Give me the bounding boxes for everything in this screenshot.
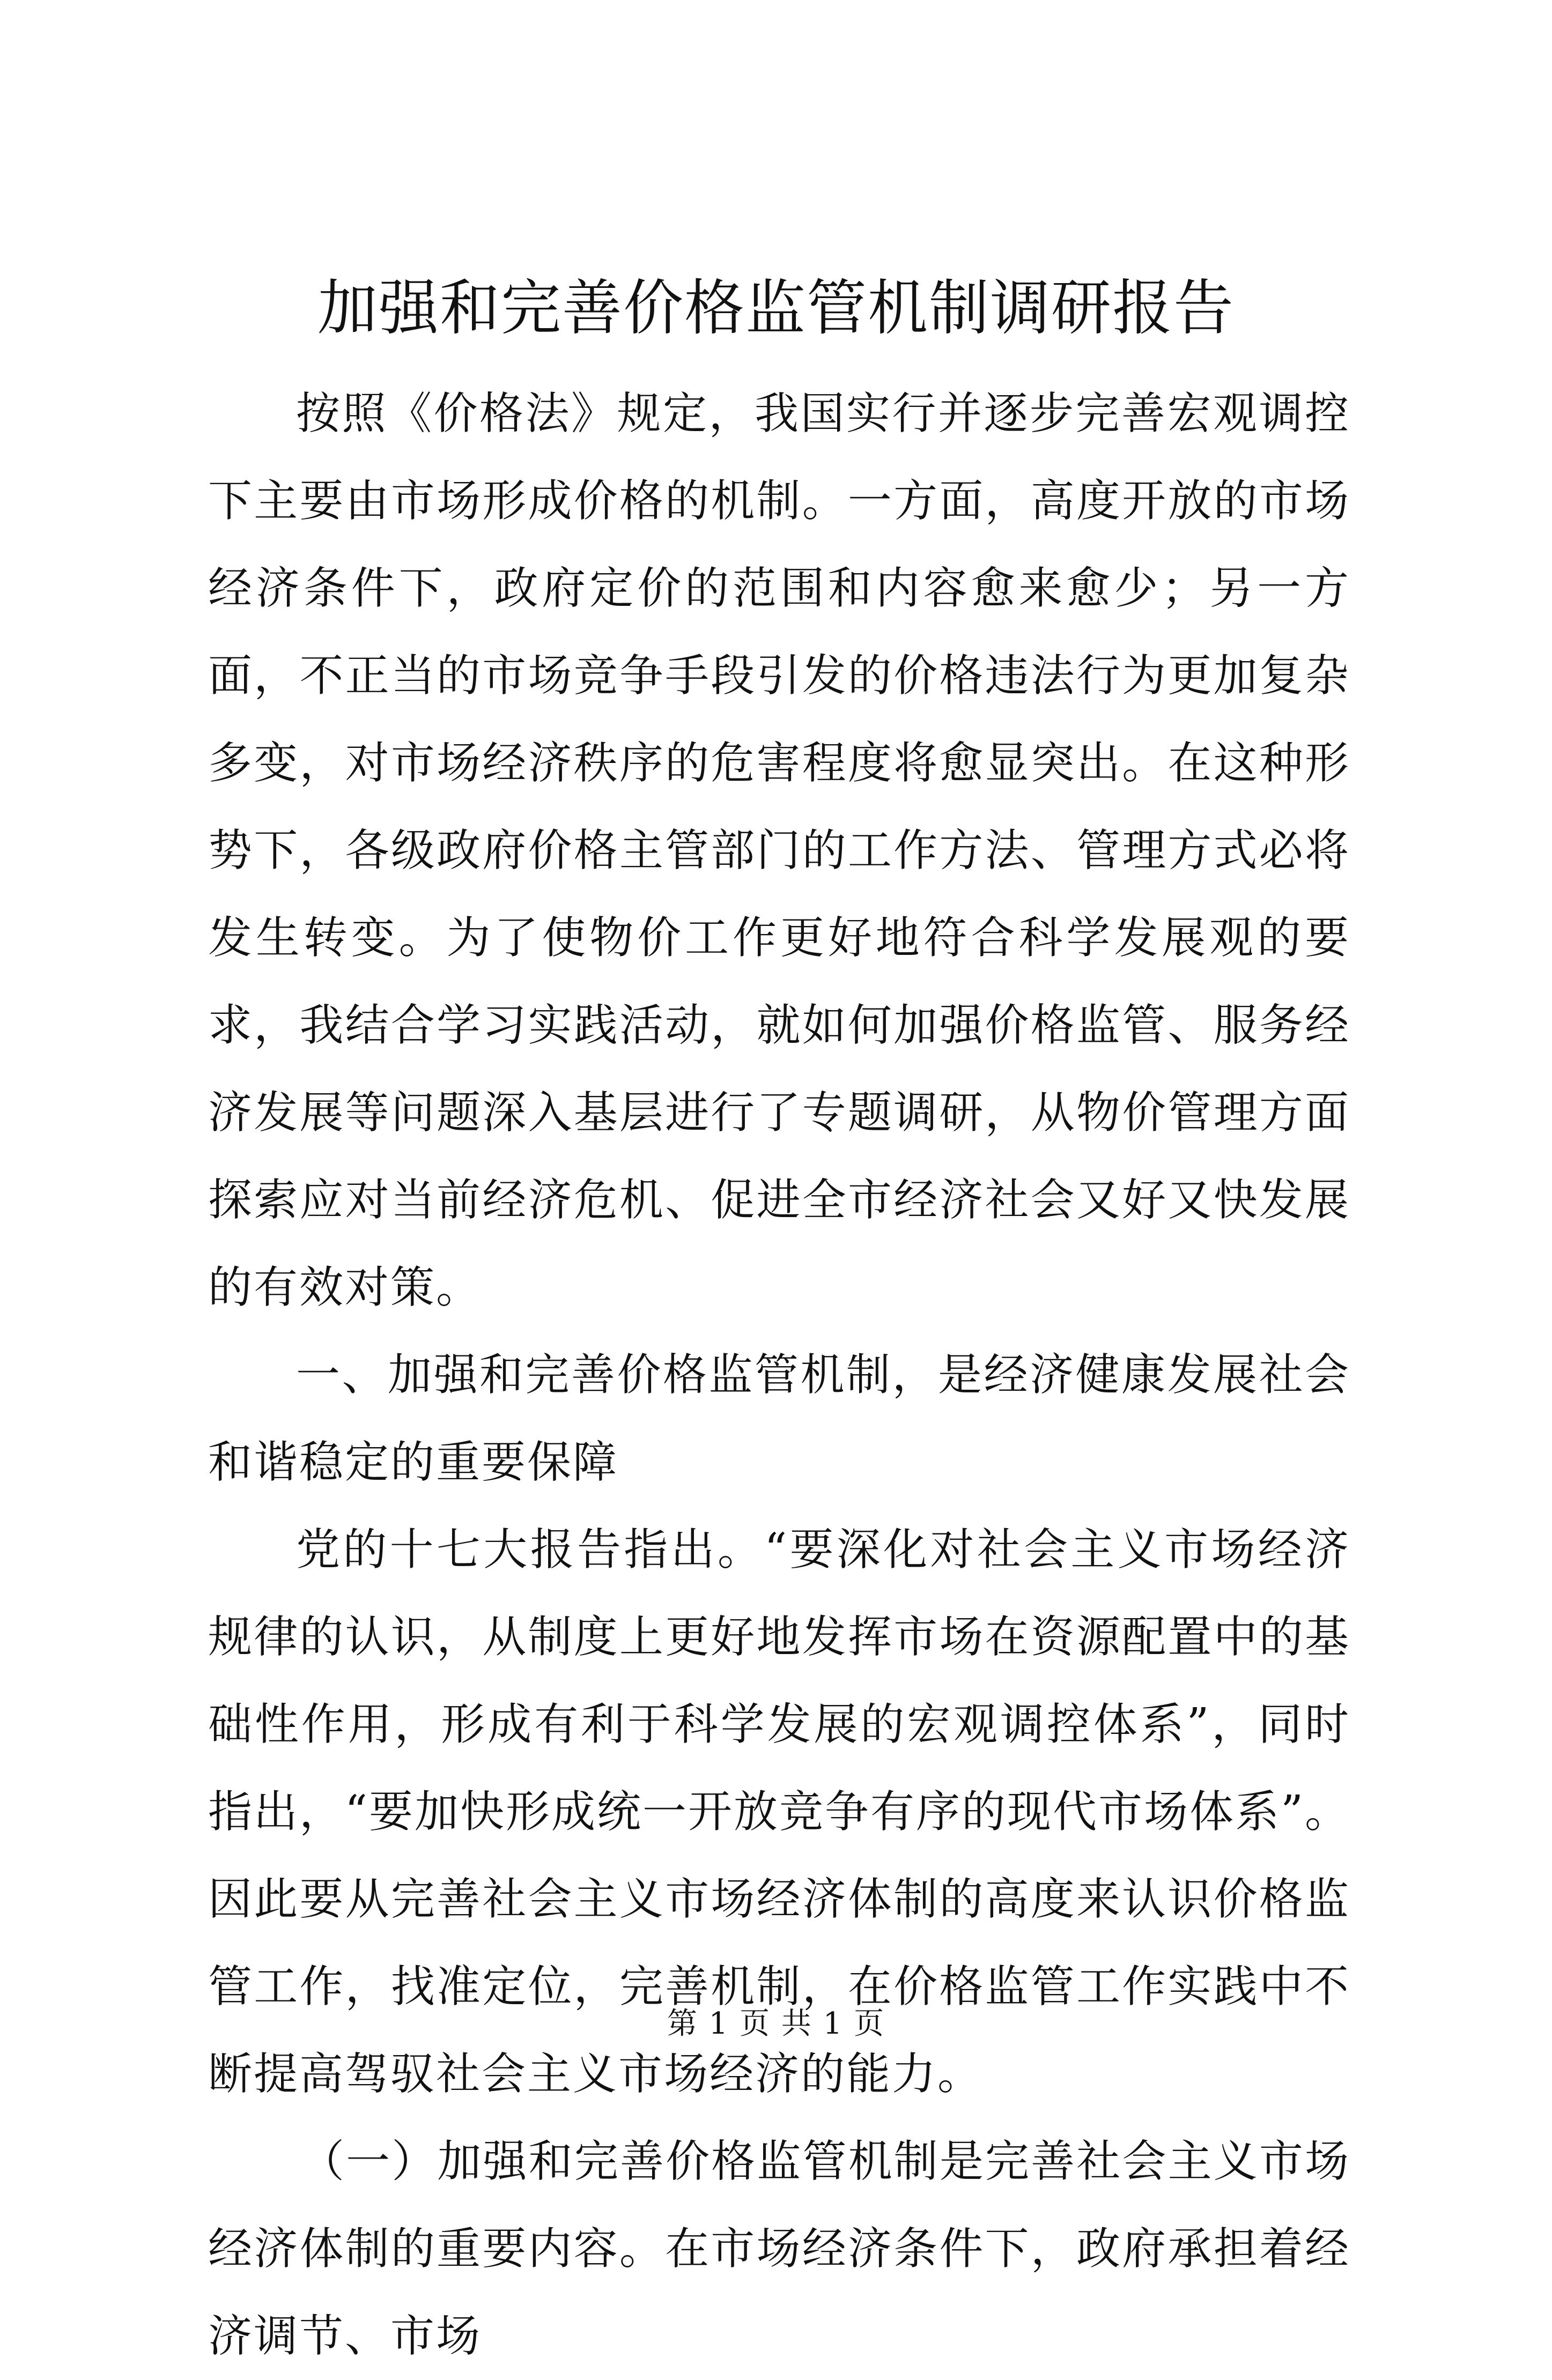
paragraph-intro: 按照《价格法》规定，我国实行并逐步完善宏观调控下主要由市场形成价格的机制。一方面，高度开放的市场经济条件下，政府定价的范围和内容愈来愈少；另一方面，不正当的市场竞争手段引发的价格违法行为更加复杂多变，对市场经济秩序的危害程度将愈显突出。在这种形势下，各级政府价格主管部门的工作方法、管理方式必将发生转变。为了使物价工作更好地符合科学发展观的要求，我结合学习实践活动，就如何加强价格监管、服务经济发展等问题深入基层进行了专题调研，从物价管理方面探索应对当前经济危机、促进全市经济社会又好又快发展的有效对策。 <box>208 388 1350 1313</box>
page-footer: 第 1 页 共 1 页 <box>667 2006 885 2041</box>
document-body <box>208 370 1350 2380</box>
paragraph-subsection-1: （一）加强和完善价格监管机制是完善社会主义市场经济体制的重要内容。在市场经济条件下，政府承担着经济调节、市场 <box>208 2136 1350 2362</box>
document-title: 加强和完善价格监管机制调研报告 <box>317 273 1235 343</box>
section-heading-1: 一、加强和完善价格监管机制，是经济健康发展社会和谐稳定的重要保障 <box>208 1350 1350 1488</box>
paragraph-report-quote: 党的十七大报告指出。“要深化对社会主义市场经济规律的认识，从制度上更好地发挥市场在资源配置中的基础性作用，形成有利于科学发展的宏观调控体系”，同时指出，“要加快形成统一开放竞争有序的现代市场体系”。因此要从完善社会主义市场经济体制的高度来认识价格监管工作，找准定位，完善机制，在价格监管工作实践中不断提高驾驭社会主义市场经济的能力。 <box>208 1524 1350 2100</box>
